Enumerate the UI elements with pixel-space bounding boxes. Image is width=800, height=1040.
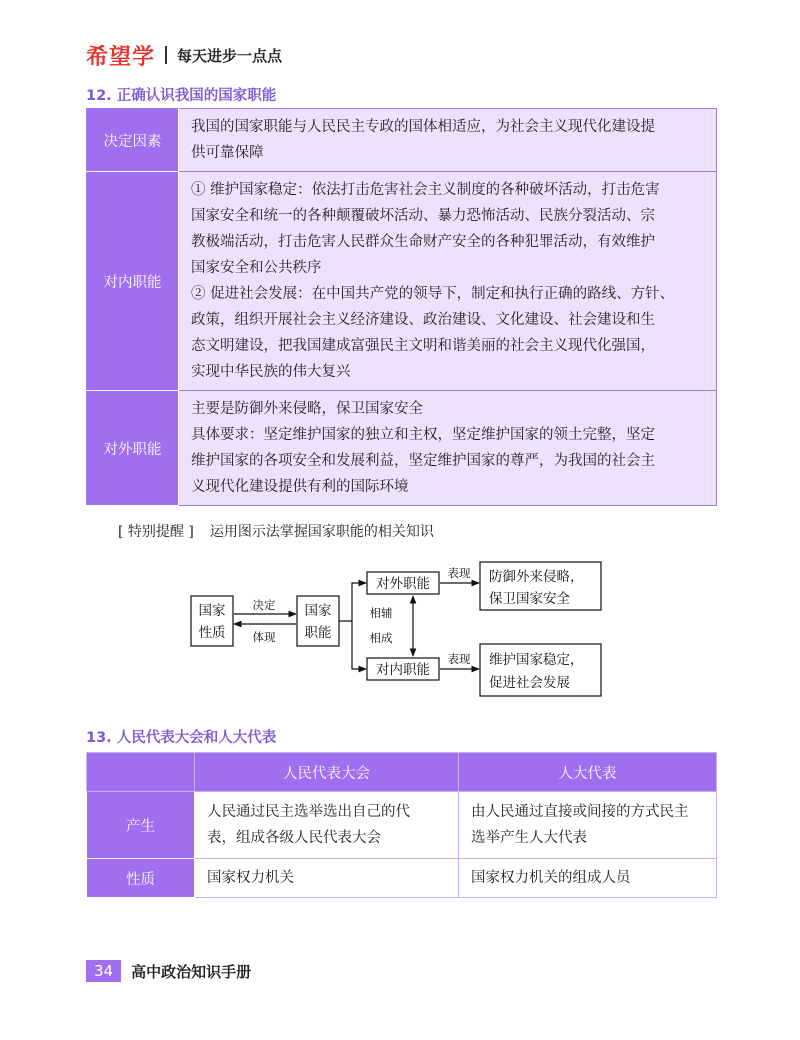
mutual-label-2: 相成	[369, 631, 393, 645]
section-13-title: 13. 人民代表大会和人大代表	[86, 730, 277, 746]
page-footer	[86, 960, 251, 982]
bracket-to-external	[339, 583, 366, 621]
book-title: 高中政治知识手册	[131, 962, 252, 981]
row-content: ① 维护国家稳定：依法打击危害社会主义制度的各种破坏活动，打击危害 国家安全和统一的各种颠覆破坏活动、暴力恐怖活动、民族分裂活动、宗 教极端活动，打击危害人民群众生命财产安全的各种犯罪活动，有效维护 国家安全和公共秩序 ② 促进社会发展：在中国共产党的领导下，制定和执行正确的路线、方针、 政策，组织开展社会主义经济建设、政治建设、文化建设、社会建设和生 态文明建设，把我国建成富强民主文明和谐美丽的社会主义现代化强国， 实现中华民族的伟大复兴	[179, 172, 717, 391]
row-label: 性质	[87, 859, 195, 898]
reminder-text: 运用图示法掌握国家职能的相关知识	[209, 524, 434, 540]
table-cell: 国家权力机关	[195, 859, 459, 898]
internal-result-2: 促进社会发展	[489, 675, 570, 691]
table-cell: 国家权力机关的组成人员	[459, 859, 717, 898]
nature-label-1: 国家	[198, 603, 226, 619]
external-label: 对外职能	[376, 576, 430, 592]
row-label: 产生	[87, 792, 195, 859]
row-content: 我国的国家职能与人民民主专政的国体相适应，为社会主义现代化建设提 供可靠保障	[179, 109, 717, 172]
congress-table	[86, 752, 717, 898]
function-label-1: 国家	[304, 603, 332, 619]
row-label: 决定因素	[87, 109, 179, 172]
column-header: 人大代表	[459, 753, 717, 792]
row-label: 对内职能	[87, 172, 179, 391]
show-label-internal: 表现	[447, 652, 471, 666]
row-label: 对外职能	[87, 391, 179, 506]
section-12-title: 12. 正确认识我国的国家职能	[86, 88, 277, 104]
internal-label: 对内职能	[376, 662, 430, 678]
table-cell: 由人民通过直接或间接的方式民主 选举产生人大代表	[459, 792, 717, 859]
show-label-external: 表现	[447, 566, 471, 580]
table-header-row	[87, 753, 717, 792]
decide-label: 决定	[252, 598, 276, 612]
header-slogan: 每天进步一点点	[177, 46, 283, 65]
table-row	[87, 859, 717, 898]
page-number: 34	[86, 960, 121, 982]
mutual-label-1: 相辅	[369, 606, 393, 620]
function-label-2: 职能	[304, 625, 332, 641]
row-content: 主要是防御外来侵略，保卫国家安全 具体要求：坚定维护国家的独立和主权，坚定维护国家的领土完整，坚定 维护国家的各项安全和发展利益，坚定维护国家的尊严，为我国的社会主 义现代化建设提供有利的国际环境	[179, 391, 717, 506]
embody-label: 体现	[252, 630, 276, 644]
internal-result-1: 维护国家稳定，	[489, 652, 584, 668]
nature-label-2: 性质	[198, 625, 226, 641]
external-result-2: 保卫国家安全	[489, 591, 570, 607]
brand-logo: 希望学	[86, 44, 156, 70]
column-header: 人民代表大会	[195, 753, 459, 792]
external-result-1: 防御外来侵略，	[489, 569, 584, 585]
bracket-to-internal	[352, 621, 366, 669]
column-header	[87, 753, 195, 792]
table-cell: 人民通过民主选举选出自己的代 表，组成各级人民代表大会	[195, 792, 459, 859]
reminder-tag: [ 特别提醒 ]	[118, 524, 194, 540]
table-row	[87, 792, 717, 859]
